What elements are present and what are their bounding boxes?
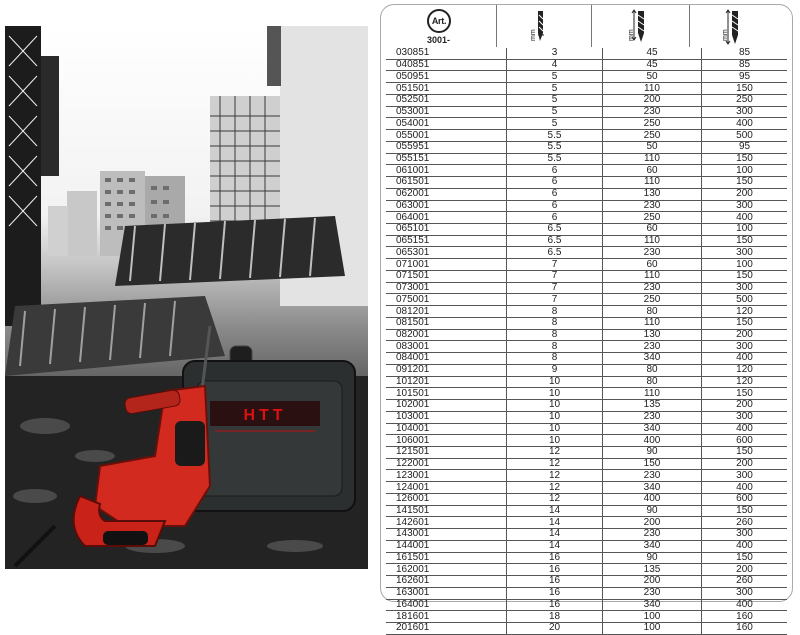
working-length-cell: 250 [603,294,702,306]
table-row [386,599,787,611]
total-length-cell: 95 [702,71,788,83]
total-length-cell: 400 [702,353,788,365]
table-row [386,59,787,71]
total-length-cell: 600 [702,493,788,505]
total-length-cell: 300 [702,587,788,599]
article-number-cell: 063001 [386,200,507,212]
working-length-cell: 50 [603,71,702,83]
svg-text:mm: mm [628,29,635,41]
total-length-cell: 400 [702,118,788,130]
diameter-cell: 5.5 [507,130,603,142]
article-number-cell: 064001 [386,212,507,224]
table-row [386,329,787,341]
svg-text:mm: mm [722,29,729,41]
total-length-cell: 200 [702,564,788,576]
working-length-cell: 100 [603,622,702,634]
article-number-cell: 101201 [386,376,507,388]
article-number-cell: 162601 [386,576,507,588]
total-length-cell: 200 [702,458,788,470]
working-length-cell: 80 [603,376,702,388]
total-length-cell: 120 [702,306,788,318]
total-length-cell: 400 [702,423,788,435]
working-length-cell: 340 [603,482,702,494]
working-length-cell: 340 [603,423,702,435]
total-length-cell: 250 [702,94,788,106]
article-number-cell: 061501 [386,177,507,189]
diameter-cell: 14 [507,505,603,517]
drill-spec-table [386,48,787,635]
working-length-cell: 230 [603,282,702,294]
diameter-cell: 14 [507,540,603,552]
table-row [386,259,787,271]
diameter-cell: 10 [507,376,603,388]
total-length-cell: 500 [702,294,788,306]
diameter-cell: 8 [507,317,603,329]
table-row [386,71,787,83]
table-row [386,388,787,400]
article-number-cell: 030851 [386,48,507,59]
table-row [386,141,787,153]
table-row [386,353,787,365]
table-row [386,200,787,212]
article-number-cell: 144001 [386,540,507,552]
diameter-cell: 5 [507,118,603,130]
diameter-cell: 16 [507,599,603,611]
article-number-cell: 163001 [386,587,507,599]
article-number-cell: 075001 [386,294,507,306]
article-number-cell: 104001 [386,423,507,435]
diameter-cell: 6 [507,200,603,212]
diameter-cell: 6.5 [507,224,603,236]
diameter-cell: 7 [507,282,603,294]
article-number-cell: 050951 [386,71,507,83]
working-length-cell: 150 [603,458,702,470]
article-number-cell: 123001 [386,470,507,482]
total-length-cell: 150 [702,388,788,400]
total-length-cell: 300 [702,106,788,118]
table-row [386,317,787,329]
diameter-cell: 12 [507,458,603,470]
article-number-cell: 103001 [386,411,507,423]
article-number-cell: 141501 [386,505,507,517]
article-number-cell: 081201 [386,306,507,318]
table-row [386,529,787,541]
working-length-cell: 135 [603,564,702,576]
working-length-cell: 200 [603,517,702,529]
case-brand-logo: HTT [243,407,287,424]
diameter-cell: 6.5 [507,247,603,259]
total-length-cell: 300 [702,411,788,423]
diameter-cell: 5.5 [507,153,603,165]
total-length-cell: 300 [702,247,788,259]
total-length-cell: 150 [702,317,788,329]
diameter-cell: 16 [507,576,603,588]
article-number-cell: 161501 [386,552,507,564]
working-length-cell: 230 [603,411,702,423]
header-divider [591,5,592,47]
unit-mm-label: mm [530,29,537,41]
diameter-cell: 10 [507,388,603,400]
working-length-cell: 230 [603,106,702,118]
working-length-icon [627,9,647,45]
total-length-cell: 200 [702,329,788,341]
table-row [386,435,787,447]
total-length-cell: 300 [702,529,788,541]
article-prefix: 3001- [427,35,451,45]
total-length-cell: 400 [702,599,788,611]
total-length-cell: 300 [702,200,788,212]
total-length-cell: 300 [702,282,788,294]
working-length-cell: 200 [603,94,702,106]
construction-scene-illustration [5,26,368,569]
article-number-cell: 142601 [386,517,507,529]
working-length-cell: 340 [603,540,702,552]
table-row [386,188,787,200]
working-length-cell: 135 [603,400,702,412]
table-row [386,282,787,294]
table-row [386,411,787,423]
article-number-cell: 101501 [386,388,507,400]
total-length-cell: 160 [702,622,788,634]
diameter-cell: 7 [507,270,603,282]
table-row [386,423,787,435]
working-length-cell: 200 [603,576,702,588]
article-number-cell: 121501 [386,446,507,458]
diameter-cell: 6.5 [507,235,603,247]
article-number-cell: 091201 [386,364,507,376]
article-number-cell: 181601 [386,611,507,623]
crane-tower [5,26,41,326]
total-length-cell: 100 [702,224,788,236]
working-length-cell: 90 [603,446,702,458]
table-row [386,165,787,177]
working-length-cell: 110 [603,270,702,282]
working-length-cell: 250 [603,212,702,224]
article-number-cell: 065151 [386,235,507,247]
article-number-cell: 061001 [386,165,507,177]
diameter-cell: 7 [507,259,603,271]
total-length-cell: 150 [702,153,788,165]
working-length-cell: 45 [603,59,702,71]
table-row [386,458,787,470]
article-logo-icon [427,9,451,33]
table-row [386,470,787,482]
working-length-cell: 60 [603,165,702,177]
product-photo [5,26,368,569]
table-row [386,587,787,599]
table-row [386,540,787,552]
diameter-cell: 12 [507,482,603,494]
table-row [386,153,787,165]
working-length-cell: 250 [603,130,702,142]
working-length-cell: 110 [603,388,702,400]
total-length-cell: 160 [702,611,788,623]
working-length-cell: 340 [603,599,702,611]
working-length-cell: 230 [603,200,702,212]
total-length-cell: 260 [702,576,788,588]
total-length-cell: 150 [702,270,788,282]
working-length-cell: 60 [603,224,702,236]
total-length-cell: 120 [702,376,788,388]
header-divider [496,5,497,47]
article-number-cell: 055001 [386,130,507,142]
table-row [386,224,787,236]
working-length-cell: 100 [603,611,702,623]
table-row [386,341,787,353]
article-number-cell: 083001 [386,341,507,353]
total-length-icon [721,9,741,45]
table-row [386,118,787,130]
diameter-cell: 5 [507,83,603,95]
table-row [386,611,787,623]
working-length-cell: 130 [603,329,702,341]
working-length-cell: 90 [603,505,702,517]
table-row [386,212,787,224]
article-number-cell: 164001 [386,599,507,611]
article-number-cell: 102001 [386,400,507,412]
diameter-cell: 6 [507,212,603,224]
header-divider [689,5,690,47]
total-length-cell: 600 [702,435,788,447]
table-row [386,505,787,517]
total-length-cell: 500 [702,130,788,142]
total-length-cell: 100 [702,259,788,271]
working-length-cell: 130 [603,188,702,200]
working-length-cell: 110 [603,83,702,95]
table-row [386,364,787,376]
diameter-cell: 12 [507,493,603,505]
total-length-cell: 200 [702,400,788,412]
table-row [386,83,787,95]
article-number-cell: 065101 [386,224,507,236]
article-number-cell: 162001 [386,564,507,576]
diameter-cell: 5.5 [507,141,603,153]
article-number-cell: 082001 [386,329,507,341]
article-number-cell: 071001 [386,259,507,271]
working-length-cell: 90 [603,552,702,564]
table-row [386,270,787,282]
total-length-cell: 150 [702,505,788,517]
working-length-cell: 110 [603,235,702,247]
article-number-cell: 126001 [386,493,507,505]
total-length-cell: 95 [702,141,788,153]
working-length-cell: 45 [603,48,702,59]
article-number-cell: 052501 [386,94,507,106]
working-length-cell: 110 [603,153,702,165]
diameter-cell: 8 [507,353,603,365]
article-number-cell: 124001 [386,482,507,494]
total-length-cell: 85 [702,59,788,71]
working-length-cell: 80 [603,364,702,376]
table-row [386,48,787,59]
table-row [386,482,787,494]
diameter-cell: 5 [507,106,603,118]
diameter-cell: 4 [507,59,603,71]
total-length-cell: 150 [702,177,788,189]
diameter-cell: 10 [507,400,603,412]
working-length-cell: 340 [603,353,702,365]
working-length-cell: 230 [603,529,702,541]
drill-spec-table-card [380,4,793,634]
article-logo-label: Art. [431,16,447,26]
diameter-cell: 6 [507,177,603,189]
diameter-cell: 8 [507,306,603,318]
table-row [386,446,787,458]
working-length-cell: 230 [603,470,702,482]
diameter-cell: 20 [507,622,603,634]
total-length-cell: 200 [702,188,788,200]
diameter-cell: 3 [507,48,603,59]
working-length-cell: 230 [603,587,702,599]
table-row [386,130,787,142]
diameter-cell: 12 [507,470,603,482]
total-length-cell: 100 [702,165,788,177]
total-length-cell: 150 [702,552,788,564]
working-length-cell: 80 [603,306,702,318]
table-row [386,552,787,564]
table-row [386,376,787,388]
article-number-cell: 055951 [386,141,507,153]
diameter-cell: 5 [507,71,603,83]
diameter-cell: 5 [507,94,603,106]
article-number-cell: 201601 [386,622,507,634]
table-row [386,294,787,306]
article-number-cell: 055151 [386,153,507,165]
diameter-cell: 10 [507,435,603,447]
working-length-cell: 250 [603,118,702,130]
working-length-cell: 60 [603,259,702,271]
total-length-cell: 85 [702,48,788,59]
table-row [386,177,787,189]
total-length-cell: 400 [702,212,788,224]
diameter-cell: 6 [507,165,603,177]
article-number-cell: 054001 [386,118,507,130]
diameter-cell: 9 [507,364,603,376]
diameter-cell: 14 [507,517,603,529]
total-length-cell: 300 [702,341,788,353]
table-row [386,94,787,106]
article-number-cell: 122001 [386,458,507,470]
diameter-cell: 10 [507,423,603,435]
total-length-cell: 150 [702,446,788,458]
working-length-cell: 230 [603,247,702,259]
article-number-cell: 081501 [386,317,507,329]
article-number-cell: 065301 [386,247,507,259]
working-length-cell: 230 [603,341,702,353]
article-number-cell: 071501 [386,270,507,282]
diameter-cell: 18 [507,611,603,623]
article-number-cell: 051501 [386,83,507,95]
table-row [386,235,787,247]
total-length-cell: 400 [702,482,788,494]
working-length-cell: 110 [603,177,702,189]
article-number-cell: 040851 [386,59,507,71]
total-length-cell: 120 [702,364,788,376]
diameter-cell: 10 [507,411,603,423]
total-length-cell: 400 [702,540,788,552]
article-number-cell: 053001 [386,106,507,118]
table-row [386,564,787,576]
table-row [386,106,787,118]
table-row [386,622,787,634]
total-length-cell: 150 [702,83,788,95]
diameter-cell: 7 [507,294,603,306]
article-number-cell: 106001 [386,435,507,447]
working-length-cell: 50 [603,141,702,153]
diameter-cell: 6 [507,188,603,200]
diameter-cell: 16 [507,564,603,576]
article-number-cell: 062001 [386,188,507,200]
article-number-cell: 073001 [386,282,507,294]
diameter-cell: 8 [507,329,603,341]
table-row [386,493,787,505]
table-row [386,517,787,529]
diameter-cell: 16 [507,587,603,599]
working-length-cell: 400 [603,435,702,447]
total-length-cell: 260 [702,517,788,529]
total-length-cell: 150 [702,235,788,247]
diameter-cell: 12 [507,446,603,458]
working-length-cell: 110 [603,317,702,329]
total-length-cell: 300 [702,470,788,482]
table-row [386,576,787,588]
table-row [386,306,787,318]
article-number-cell: 143001 [386,529,507,541]
table-header [381,5,794,47]
diameter-cell: 14 [507,529,603,541]
table-row [386,400,787,412]
working-length-cell: 400 [603,493,702,505]
diameter-cell: 8 [507,341,603,353]
drill-diameter-icon [529,9,547,45]
table-row [386,247,787,259]
article-number-cell: 084001 [386,353,507,365]
diameter-cell: 16 [507,552,603,564]
